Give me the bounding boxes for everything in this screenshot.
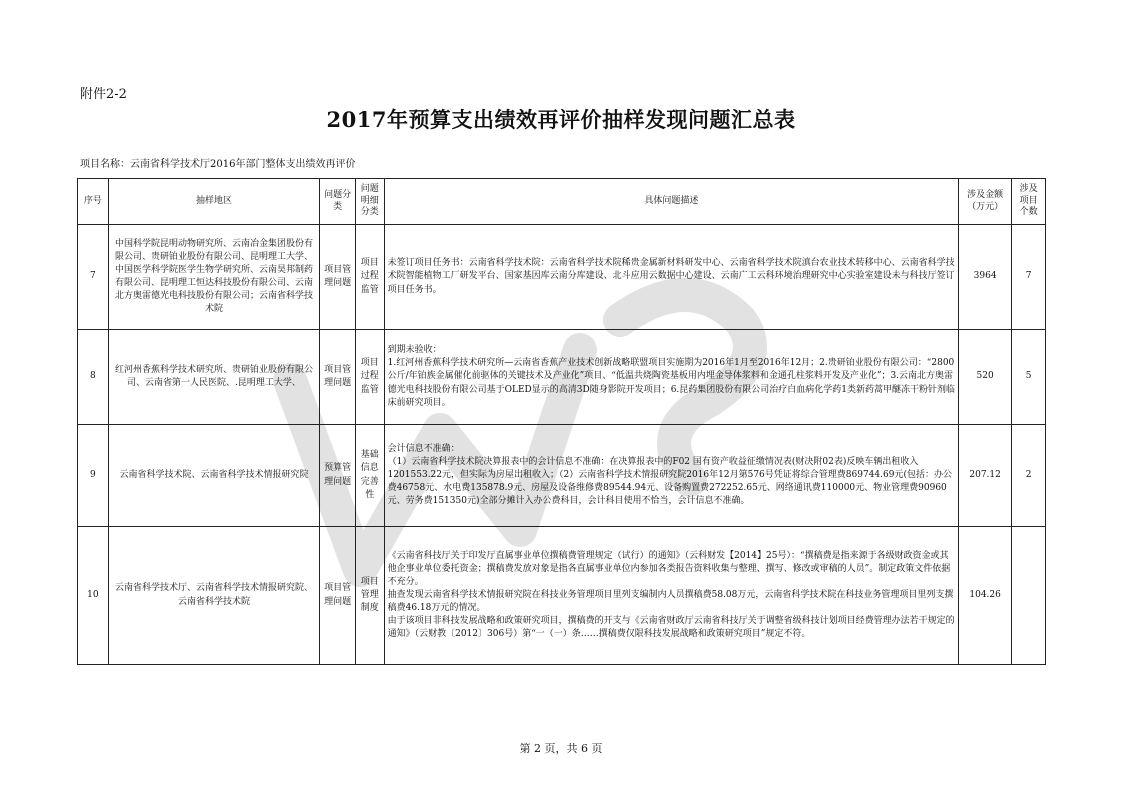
row-subcategory: 项目过程监管 [356, 225, 385, 330]
header-description: 具体问题描述 [384, 179, 958, 225]
row-subcategory: 项目管理制度 [356, 527, 385, 665]
header-count: 涉及项目个数 [1012, 179, 1046, 225]
table-row [78, 225, 1046, 330]
header-amount: 涉及金额（万元） [959, 179, 1012, 225]
project-name: 项目名称：云南省科学技术厅2016年部门整体支出绩效再评价 [80, 159, 356, 170]
row-amount: 520 [959, 330, 1012, 425]
row-seq: 8 [78, 330, 109, 425]
header-seq: 序号 [78, 179, 109, 225]
page-footer: 第 2 页，共 6 页 [519, 742, 603, 755]
row-region: 云南省科学技术厅、云南省科学技术情报研究院、云南省科学技术院 [108, 527, 320, 665]
header-category: 问题分类 [320, 179, 356, 225]
row-seq: 7 [78, 225, 109, 330]
annex-label: 附件2-2 [80, 87, 127, 102]
row-description [384, 527, 958, 665]
row-description [384, 425, 958, 527]
row-description [384, 225, 958, 330]
row-category: 项目管理问题 [320, 330, 356, 425]
description-line: （1）云南省科学技术院决算报表中的会计信息不准确：在决算报表中的F02 国有资产收益征缴情况表(财决附02表)反映车辆出租收入1201553.22元，但实际为房屋出租收入；（2）云南省科学技术情报研究院2016年12月第576号凭证将综合管理费869744.69元(包括：办公费46758元、水电费135878.9元、房屋及设备维修费89544.94元、设备购置费272252.65元、网络通讯费110000元、物业管理费90960元、劳务费151350元)全部分摊计入办公费科目，会计科目使用不恰当，会计信息不准确。 [387, 456, 952, 507]
row-category: 项目管理问题 [320, 527, 356, 665]
table-row [78, 330, 1046, 425]
description-line: 未签订项目任务书：云南省科学技术院：云南省科学技术院稀贵金属新材料研发中心、云南省科学技术院滇台农业技术转移中心、云南省科学技术院智能植物工厂研发平台、国家基因库云南分库建设、北斗应用云数据中心建设、云南广工云科环境治理研究中心实验室建设未与科技厅签订项目任务书。 [387, 258, 955, 295]
description-line: 《云南省科技厅关于印发厅直属事业单位撰稿费管理规定（试行）的通知》（云科财发【2014】25号）：“撰稿费是指来源于各级财政资金或其他企事业单位委托资金；撰稿费发放对象是指各直属事业单位内参加各类报告资料收集与整理、撰写、修改或审稿的人员”。制定政策文件依据不充分。 [387, 550, 951, 587]
row-subcategory: 项目过程监管 [356, 330, 385, 425]
row-count [1012, 527, 1046, 665]
row-amount: 3964 [959, 225, 1012, 330]
row-count: 7 [1012, 225, 1046, 330]
problem-summary-table [77, 178, 1046, 665]
row-region: 红河州香蕉科学技术研究所、贵研铂业股份有限公司、云南省第一人民医院、.昆明理工大学、 [108, 330, 320, 425]
row-seq: 9 [78, 425, 109, 527]
row-subcategory: 基础信息完善性 [356, 425, 385, 527]
header-subcategory: 问题明细分类 [356, 179, 385, 225]
row-region: 中国科学院昆明动物研究所、云南冶金集团股份有限公司、贵研铂业股份有限公司、昆明理工大学、中国医学科学院医学生物学研究所、云南昊邦制药有限公司、昆明理工恒达科技股份有限公司、云南北方奥雷德光电科技股份有限公司；云南省科学技术院 [108, 225, 320, 330]
description-line: 1.红河州香蕉科学技术研究所—云南省香蕉产业技术创新战略联盟项目实施期为2016年1月至2016年12月；2.贵研铂业股份有限公司：“2800公斤/年铂族金属催化前驱体的关键技术及产业化”项目、“低温共烧陶瓷基板用内埋金导体浆料和金通孔柱浆料开发及产业化”；3.云南北方奥雷德光电科技股份有限公司基于OLED显示的高清3D随身影院开发项目；6.昆药集团股份有限公司治疗白血病化学药1类新药蒿甲醚冻干粉针剂临床前研究项目。 [387, 358, 956, 408]
row-amount: 104.26 [959, 527, 1012, 665]
description-line: 抽查发现云南省科学技术情报研究院在科技业务管理项目里列支编制内人员撰稿费58.08万元，云南省科学技术院在科技业务管理项目里列支撰稿费46.18万元的情况。 [387, 589, 954, 614]
table-row [78, 425, 1046, 527]
row-count: 2 [1012, 425, 1046, 527]
header-region: 抽样地区 [108, 179, 320, 225]
table-header-row [78, 179, 1046, 225]
page-title: 2017年预算支出绩效再评价抽样发现问题汇总表 [326, 107, 796, 132]
description-line: 由于该项目非科技发展战略和政策研究项目，撰稿费的开支与《云南省财政厅云南省科技厅关于调整省级科技计划项目经费管理办法若干规定的通知》（云财教〔2012〕306号）第“一（一）条……撰稿费仅限科技发展战略和政策研究项目”规定不符。 [387, 616, 955, 640]
description-line: 到期未验收： [387, 345, 442, 356]
table-row [78, 527, 1046, 665]
row-seq: 10 [78, 527, 109, 665]
row-category: 预算管理问题 [320, 425, 356, 527]
row-amount: 207.12 [959, 425, 1012, 527]
row-region: 云南省科学技术院、云南省科学技术情报研究院 [108, 425, 320, 527]
row-count: 5 [1012, 330, 1046, 425]
row-description [384, 330, 958, 425]
description-line: 会计信息不准确： [387, 443, 460, 454]
row-category: 项目管理问题 [320, 225, 356, 330]
